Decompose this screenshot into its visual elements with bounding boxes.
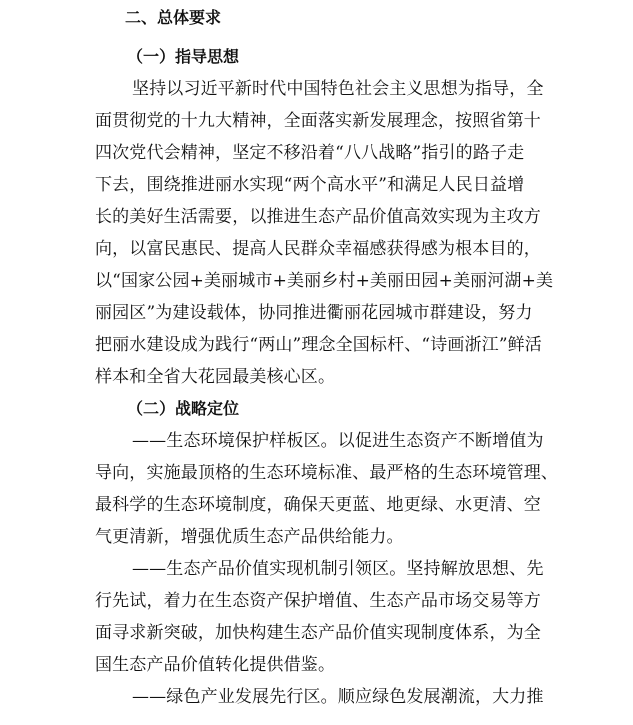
paragraph-line: 面寻求新突破，加快构建生态产品价值实现制度体系，为全 [95, 623, 541, 643]
paragraph-line: 样本和全省大花园最美核心区。 [95, 367, 336, 387]
paragraph-line: 丽园区”为建设载体，协同推进衢丽花园城市群建设，努力 [95, 303, 533, 323]
paragraph-line: 下去，围绕推进丽水实现“两个高水平”和满足人民日益增 [95, 175, 525, 195]
paragraph-line: 最科学的生态环境制度，确保天更蓝、地更绿、水更清、空 [95, 495, 541, 515]
paragraph-line: 四次党代会精神，坚定不移沿着“八八战略”指引的路子走 [95, 143, 525, 163]
paragraph-line: 行先试，着力在生态资产保护增值、生态产品市场交易等方 [95, 591, 541, 611]
paragraph-line: ——生态产品价值实现机制引领区。坚持解放思想、先 [132, 559, 544, 579]
subsection-heading-strategic-positioning: （二）战略定位 [127, 399, 240, 418]
paragraph-line: 长的美好生活需要，以推进生态产品价值高效实现为主攻方 [95, 207, 541, 227]
paragraph-line: 国生态产品价值转化提供借鉴。 [95, 655, 336, 675]
paragraph-line: 气更清新，增强优质生态产品供给能力。 [95, 527, 404, 547]
subsection-heading-guiding-ideology: （一）指导思想 [127, 47, 240, 66]
paragraph-line: 面贯彻党的十九大精神，全面落实新发展理念，按照省第十 [95, 111, 541, 131]
paragraph-line: ——绿色产业发展先行区。顺应绿色发展潮流，大力推 [132, 687, 544, 707]
paragraph-line: 坚持以习近平新时代中国特色社会主义思想为指导，全 [132, 79, 544, 99]
paragraph-line: 导向，实施最顶格的生态环境标准、最严格的生态环境管理、 [95, 463, 559, 483]
paragraph-line: 把丽水建设成为践行“两山”理念全国标杆、“诗画浙江”鲜活 [95, 335, 542, 355]
section-heading: 二、总体要求 [125, 8, 222, 27]
paragraph-line: ——生态环境保护样板区。以促进生态资产不断增值为 [132, 431, 544, 451]
paragraph-line: 以“国家公园+美丽城市+美丽乡村+美丽田园+美丽河湖+美 [95, 271, 554, 291]
paragraph-line: 向，以富民惠民、提高人民群众幸福感获得感为根本目的， [95, 239, 541, 259]
